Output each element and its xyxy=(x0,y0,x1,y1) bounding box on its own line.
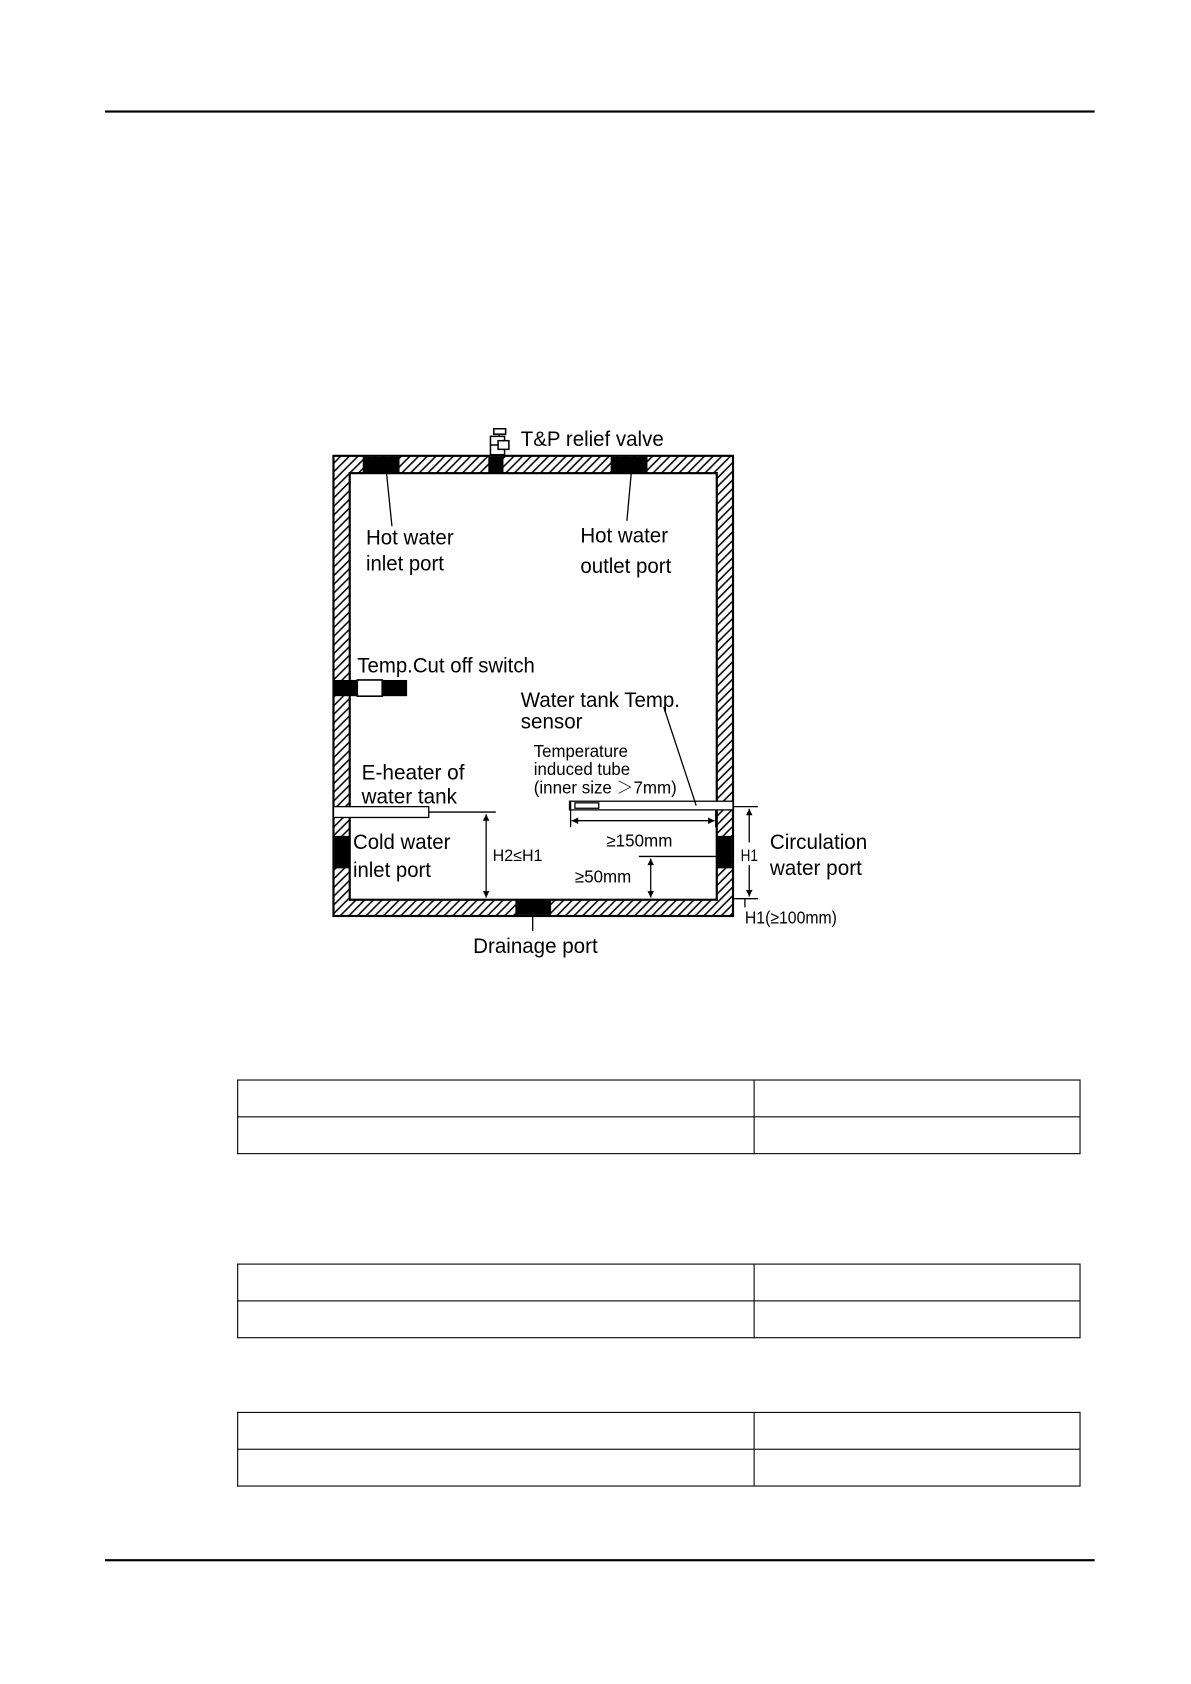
spec-table-3 xyxy=(237,1412,1080,1487)
dimension-50mm-label: ≥50mm xyxy=(574,866,632,887)
table-row xyxy=(238,1449,1080,1486)
table-cell xyxy=(238,1412,754,1449)
table-row xyxy=(238,1117,1080,1154)
tp-valve-port xyxy=(488,457,503,473)
cold-inlet-label-line2: inlet port xyxy=(352,859,432,883)
induced-tube-label-line2: induced tube xyxy=(533,759,631,780)
spec-table-2 xyxy=(237,1264,1080,1339)
induced-tube-label-line3: (inner size ＞7mm) xyxy=(533,777,677,798)
circulation-water-port xyxy=(717,836,732,868)
table-row xyxy=(238,1264,1080,1301)
tp-valve-label: T&P relief valve xyxy=(520,428,664,452)
cold-water-inlet-port xyxy=(335,836,350,868)
dimension-h1-min-label: H1(≥100mm) xyxy=(744,907,837,928)
table-cell xyxy=(238,1080,754,1117)
tank-sensor-label-line1: Water tank Temp. xyxy=(520,689,680,713)
hot-inlet-label-line1: Hot water xyxy=(365,526,454,550)
hot-outlet-label-line2: outlet port xyxy=(580,554,672,578)
table-cell xyxy=(754,1117,1080,1154)
tank-sensor-label-line2: sensor xyxy=(520,710,583,734)
footer-rule xyxy=(105,1559,1095,1561)
temperature-induced-tube xyxy=(570,801,733,810)
table-cell xyxy=(238,1449,754,1486)
e-heater-label-line1: E-heater of xyxy=(361,761,465,785)
table-row xyxy=(238,1080,1080,1117)
table-row xyxy=(238,1301,1080,1338)
cold-inlet-label-line1: Cold water xyxy=(352,830,451,854)
circulation-label-line1: Circulation xyxy=(769,830,868,854)
dimension-150mm-label: ≥150mm xyxy=(606,830,673,851)
table-cell xyxy=(754,1080,1080,1117)
table-cell xyxy=(238,1264,754,1301)
table-row xyxy=(238,1412,1080,1449)
table-cell xyxy=(238,1117,754,1154)
e-heater-label-line2: water tank xyxy=(360,785,458,809)
table-cell xyxy=(238,1301,754,1338)
tp-relief-valve-icon xyxy=(490,429,508,455)
hot-outlet-label-line1: Hot water xyxy=(580,524,669,548)
hot-water-outlet-port xyxy=(611,457,648,473)
drainage-port xyxy=(515,900,551,915)
dimension-h1-label: H1 xyxy=(740,846,758,865)
drainage-port-label: Drainage port xyxy=(473,934,598,958)
table-cell xyxy=(754,1412,1080,1449)
table-cell xyxy=(754,1264,1080,1301)
hot-water-inlet-port xyxy=(363,457,400,473)
spec-table-1 xyxy=(237,1079,1080,1154)
induced-tube-label-line1: Temperature xyxy=(533,740,628,761)
dimension-h2-label: H2≤H1 xyxy=(492,846,543,865)
hot-inlet-label-line2: inlet port xyxy=(365,552,445,576)
temp-cutoff-switch xyxy=(333,680,407,696)
table-cell xyxy=(754,1449,1080,1486)
cutoff-switch-label: Temp.Cut off switch xyxy=(357,654,535,678)
table-cell xyxy=(754,1301,1080,1338)
circulation-label-line2: water port xyxy=(768,856,862,880)
